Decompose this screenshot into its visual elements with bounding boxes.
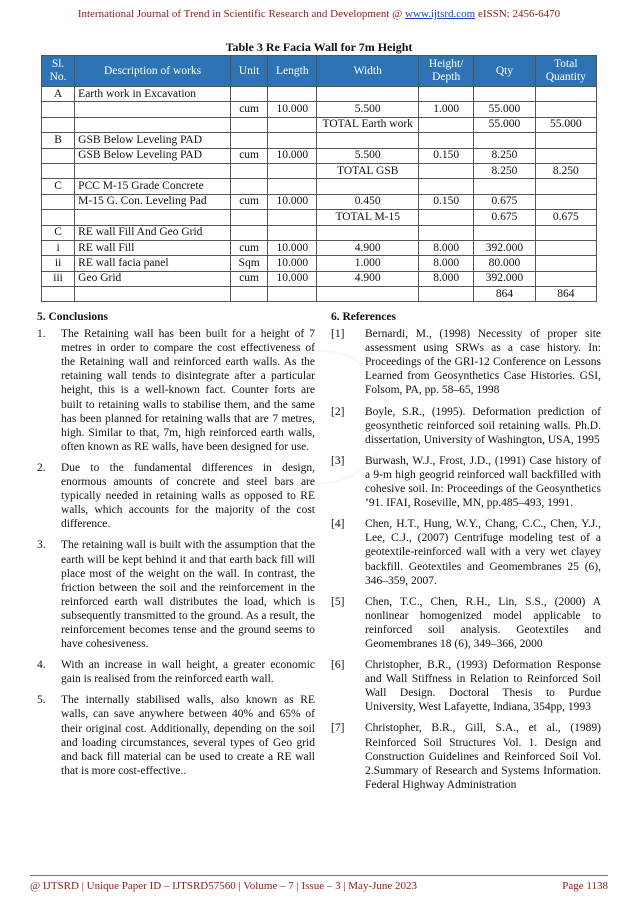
cell-total-quantity: 0.675 (535, 210, 596, 225)
conclusion-item-number: 2. (37, 461, 46, 474)
conclusion-item (37, 327, 315, 454)
cell-qty (474, 133, 535, 148)
cell-description: RE wall Fill (75, 240, 231, 255)
cell-width (317, 287, 419, 302)
cell-unit: Sqm (231, 256, 268, 271)
cell-qty (474, 225, 535, 240)
cell-description (75, 210, 231, 225)
cell-length (268, 163, 317, 178)
cell-sl: C (42, 225, 75, 240)
reference-item (331, 405, 601, 447)
cell-qty (474, 179, 535, 194)
cell-length (268, 225, 317, 240)
col-header-qty: Qty (474, 56, 535, 87)
cell-length (268, 133, 317, 148)
references-heading: 6. References (331, 311, 396, 323)
cell-unit (231, 87, 268, 102)
cell-total-quantity: 55.000 (535, 117, 596, 132)
reference-item-number: [2] (331, 405, 345, 418)
table-row (42, 256, 597, 271)
reference-item-number: [1] (331, 328, 345, 341)
conclusion-item-number: 1. (37, 328, 46, 341)
cell-qty: 55.000 (474, 102, 535, 117)
table-row (42, 133, 597, 148)
cell-width: 4.900 (317, 271, 419, 286)
cell-qty: 392.000 (474, 240, 535, 255)
cell-total-quantity: 864 (535, 287, 596, 302)
cell-width: TOTAL GSB (317, 163, 419, 178)
cell-unit: cum (231, 102, 268, 117)
reference-item-number: [3] (331, 454, 345, 467)
cell-description: Earth work in Excavation (75, 87, 231, 102)
cell-height-depth: 8.000 (419, 240, 474, 255)
conclusion-item-number: 4. (37, 659, 46, 672)
cell-width (317, 133, 419, 148)
cell-unit: cum (231, 194, 268, 209)
cell-unit (231, 179, 268, 194)
col-header-length: Length (268, 56, 317, 87)
cell-unit (231, 163, 268, 178)
cell-height-depth (419, 87, 474, 102)
cell-length: 10.000 (268, 194, 317, 209)
cell-sl (42, 194, 75, 209)
cell-total-quantity (535, 256, 596, 271)
cell-unit (231, 287, 268, 302)
reference-item-number: [6] (331, 659, 345, 672)
footer-page-number: Page 1138 (562, 880, 608, 892)
cell-sl: iii (42, 271, 75, 286)
reference-item (331, 658, 601, 714)
cell-qty (474, 87, 535, 102)
cell-height-depth: 0.150 (419, 194, 474, 209)
cell-width: 1.000 (317, 256, 419, 271)
cell-height-depth (419, 133, 474, 148)
reference-item-text: Bernardi, M., (1998) Necessity of proper site assessment using SRWs as a case history. In: Proceedings of the GRI-12 Conference on Lessons Learned from Geosynthetics Case Histories. GSI, Folsom, PA, pp. 58–65, 1998 (365, 328, 601, 397)
reference-item (331, 327, 601, 397)
reference-item-text: Christopher, B.R., (1993) Deformation Response and Wall Stiffness in Relation to Reinforced Soil Wall Design. Doctoral Thesis to Purdue University, West Lafayette, Indiana, 354pp, 1993 (365, 659, 601, 714)
cell-length (268, 210, 317, 225)
journal-site-link[interactable]: www.ijtsrd.com (405, 8, 476, 20)
reference-item-number: [4] (331, 518, 345, 531)
conclusion-item-number: 3. (37, 539, 46, 552)
table-body (42, 87, 597, 302)
conclusion-item-text: Due to the fundamental differences in design, enormous amounts of concrete and steel bars are typically needed in retaining walls as opposed to RE walls, which accounts for the majority of the cost difference. (61, 461, 315, 531)
col-header-sl: Sl. No. (42, 56, 75, 87)
table-row (42, 240, 597, 255)
reference-item-text: Boyle, S.R., (1995). Deformation prediction of geosynthetic reinforced soil retaining walls. Ph.D. dissertation, University of Washington, USA, 1995 (365, 405, 601, 446)
cell-total-quantity (535, 194, 596, 209)
conclusion-item-text: The internally stabilised walls, also known as RE walls, can save anywhere between 40% and 65% of their original cost. Additionally, depending on the soil and loading circumstances, several types of Geo grid and back fill material can be used to create a RE wall that is more cost-effective.. (61, 694, 315, 777)
cell-total-quantity (535, 179, 596, 194)
cell-width (317, 225, 419, 240)
cell-length: 10.000 (268, 148, 317, 163)
cell-qty: 0.675 (474, 194, 535, 209)
cell-description: PCC M-15 Grade Concrete (75, 179, 231, 194)
table-row (42, 163, 597, 178)
reference-item-text: Chen, H.T., Hung, W.Y., Chang, C.C., Chen, Y.J., Lee, C.J., (2007) Centrifuge modeling test of a geotextile-reinforced wall with a very wet clayey backfill. Geotextiles and Geomembranes 25 (6), 346–359, 2007. (365, 518, 601, 587)
conclusion-item-text: The Retaining wall has been built for a height of 7 metres in order to compare the cost effectiveness of the Retaining wall and reinforced earth walls. As the retaining wall tends to disintegrate after a particular height, this is a well-known fact. Counter forts are built to retaining walls to stabilise them, and the same has been planned for retaining walls that are 7 metres, high. Similar to that, 7m, high reinforced earth walls, often known as RE walls, have been designed for use. (61, 328, 315, 453)
cell-width: 0.450 (317, 194, 419, 209)
cell-unit (231, 117, 268, 132)
table-row (42, 194, 597, 209)
reference-item (331, 517, 601, 587)
reference-item (331, 454, 601, 510)
cell-height-depth (419, 225, 474, 240)
references-list (331, 327, 601, 792)
cell-length: 10.000 (268, 256, 317, 271)
table-row (42, 179, 597, 194)
cell-description: M-15 G. Con. Leveling Pad (75, 194, 231, 209)
cell-description (75, 163, 231, 178)
page-footer (30, 875, 608, 892)
table-row (42, 210, 597, 225)
cell-qty: 0.675 (474, 210, 535, 225)
conclusion-item (37, 538, 315, 651)
cell-width: 5.500 (317, 148, 419, 163)
conclusions-list (37, 327, 315, 778)
col-header-description: Description of works (75, 56, 231, 87)
cell-qty: 864 (474, 287, 535, 302)
cell-length: 10.000 (268, 240, 317, 255)
cell-height-depth (419, 179, 474, 194)
cell-qty: 392.000 (474, 271, 535, 286)
cell-sl: C (42, 179, 75, 194)
cell-unit (231, 225, 268, 240)
cell-unit: cum (231, 271, 268, 286)
cell-sl (42, 210, 75, 225)
cell-height-depth: 1.000 (419, 102, 474, 117)
cell-length (268, 179, 317, 194)
conclusion-item-text: With an increase in wall height, a greater economic gain is realised from the reinforced earth wall. (61, 659, 315, 686)
cell-sl: B (42, 133, 75, 148)
table-row (42, 117, 597, 132)
cell-height-depth: 8.000 (419, 256, 474, 271)
cell-unit (231, 210, 268, 225)
cell-total-quantity (535, 87, 596, 102)
cell-sl: i (42, 240, 75, 255)
cell-length (268, 87, 317, 102)
cell-height-depth (419, 117, 474, 132)
table-row (42, 287, 597, 302)
cell-description: GSB Below Leveling PAD (75, 133, 231, 148)
cell-sl (42, 287, 75, 302)
cell-height-depth (419, 287, 474, 302)
table-row (42, 148, 597, 163)
cell-unit (231, 133, 268, 148)
cell-qty: 55.000 (474, 117, 535, 132)
conclusion-item (37, 461, 315, 531)
references-section (331, 310, 601, 799)
cell-qty: 8.250 (474, 163, 535, 178)
cell-description: RE wall Fill And Geo Grid (75, 225, 231, 240)
cell-sl (42, 102, 75, 117)
cell-sl: A (42, 87, 75, 102)
cell-height-depth (419, 210, 474, 225)
cell-description: Geo Grid (75, 271, 231, 286)
table-row (42, 102, 597, 117)
page-header (0, 8, 638, 20)
cell-sl (42, 148, 75, 163)
conclusions-heading: 5. Conclusions (37, 311, 108, 323)
reference-item-number: [7] (331, 722, 345, 735)
cell-width: 4.900 (317, 240, 419, 255)
reference-item-text: Burwash, W.J., Frost, J.D., (1991) Case history of a 9-m high geogrid reinforced wall backfilled with cohesive soil. In: Proceedings of the Geosynthetics ’91. IFAI, Roseville, MN, pp.485–493, 1991. (365, 454, 601, 510)
reference-item (331, 721, 601, 791)
col-header-height-depth: Height/ Depth (419, 56, 474, 87)
cell-total-quantity (535, 102, 596, 117)
table-row (42, 87, 597, 102)
col-header-width: Width (317, 56, 419, 87)
cell-description: GSB Below Leveling PAD (75, 148, 231, 163)
cell-total-quantity (535, 133, 596, 148)
conclusion-item-number: 5. (37, 694, 46, 707)
reference-item-text: Christopher, B.R., Gill, S.A., et al., (1989) Reinforced Soil Structures Vol. 1. Design and Construction Guidelines and Reinforced Soil Vol. 2.Summary of Research and Systems Information. Federal Highway Administration (365, 722, 601, 791)
cell-description (75, 287, 231, 302)
cell-width (317, 179, 419, 194)
table-title: Table 3 Re Facia Wall for 7m Height (225, 40, 413, 54)
reference-item-text: Chen, T.C., Chen, R.H., Lin, S.S., (2000) A nonlinear homogenized model applicable to reinforced soil analysis. Geotextiles and Geomembranes 18 (6), 349–366, 2000 (365, 595, 601, 650)
cell-length: 10.000 (268, 102, 317, 117)
cell-length (268, 287, 317, 302)
cell-height-depth (419, 163, 474, 178)
conclusions-section (37, 310, 315, 785)
cell-sl (42, 163, 75, 178)
cell-length: 10.000 (268, 271, 317, 286)
conclusion-item-text: The retaining wall is built with the assumption that the earth will be kept behind it and that earth back fill will place most of the weight on the wall. In contrast, the friction between the soil and the reinforcement in the reinforced earth wall distributes the load, which is subsequently transmitted to the ground. As a result, the reinforcement becomes tense and the ground seems to have cohesiveness. (61, 539, 315, 651)
table-row (42, 225, 597, 240)
cell-description (75, 102, 231, 117)
cell-unit: cum (231, 240, 268, 255)
conclusion-item (37, 693, 315, 778)
table-row (42, 271, 597, 286)
reference-item (331, 595, 601, 651)
cell-total-quantity (535, 240, 596, 255)
cell-length (268, 117, 317, 132)
cell-sl: ii (42, 256, 75, 271)
cell-total-quantity: 8.250 (535, 163, 596, 178)
table-header-row (42, 56, 597, 87)
cell-qty: 80.000 (474, 256, 535, 271)
cell-qty: 8.250 (474, 148, 535, 163)
cell-total-quantity (535, 271, 596, 286)
cell-description: RE wall facia panel (75, 256, 231, 271)
cell-height-depth: 0.150 (419, 148, 474, 163)
col-header-total-quantity: Total Quantity (535, 56, 596, 87)
cell-width: TOTAL Earth work (317, 117, 419, 132)
cell-width (317, 87, 419, 102)
cell-width: 5.500 (317, 102, 419, 117)
cell-description (75, 117, 231, 132)
cell-width: TOTAL M-15 (317, 210, 419, 225)
cell-unit: cum (231, 148, 268, 163)
cell-total-quantity (535, 148, 596, 163)
cell-sl (42, 117, 75, 132)
journal-name: International Journal of Trend in Scientific Research and Development @ (77, 8, 406, 20)
footer-paper-info: @ IJTSRD | Unique Paper ID – IJTSRD57560 | Volume – 7 | Issue – 3 | May-June 2023 (30, 880, 418, 892)
conclusion-item (37, 658, 315, 686)
col-header-unit: Unit (231, 56, 268, 87)
works-table (41, 55, 597, 302)
cell-total-quantity (535, 225, 596, 240)
journal-issn: eISSN: 2456-6470 (475, 8, 561, 20)
cell-height-depth: 8.000 (419, 271, 474, 286)
reference-item-number: [5] (331, 595, 345, 608)
